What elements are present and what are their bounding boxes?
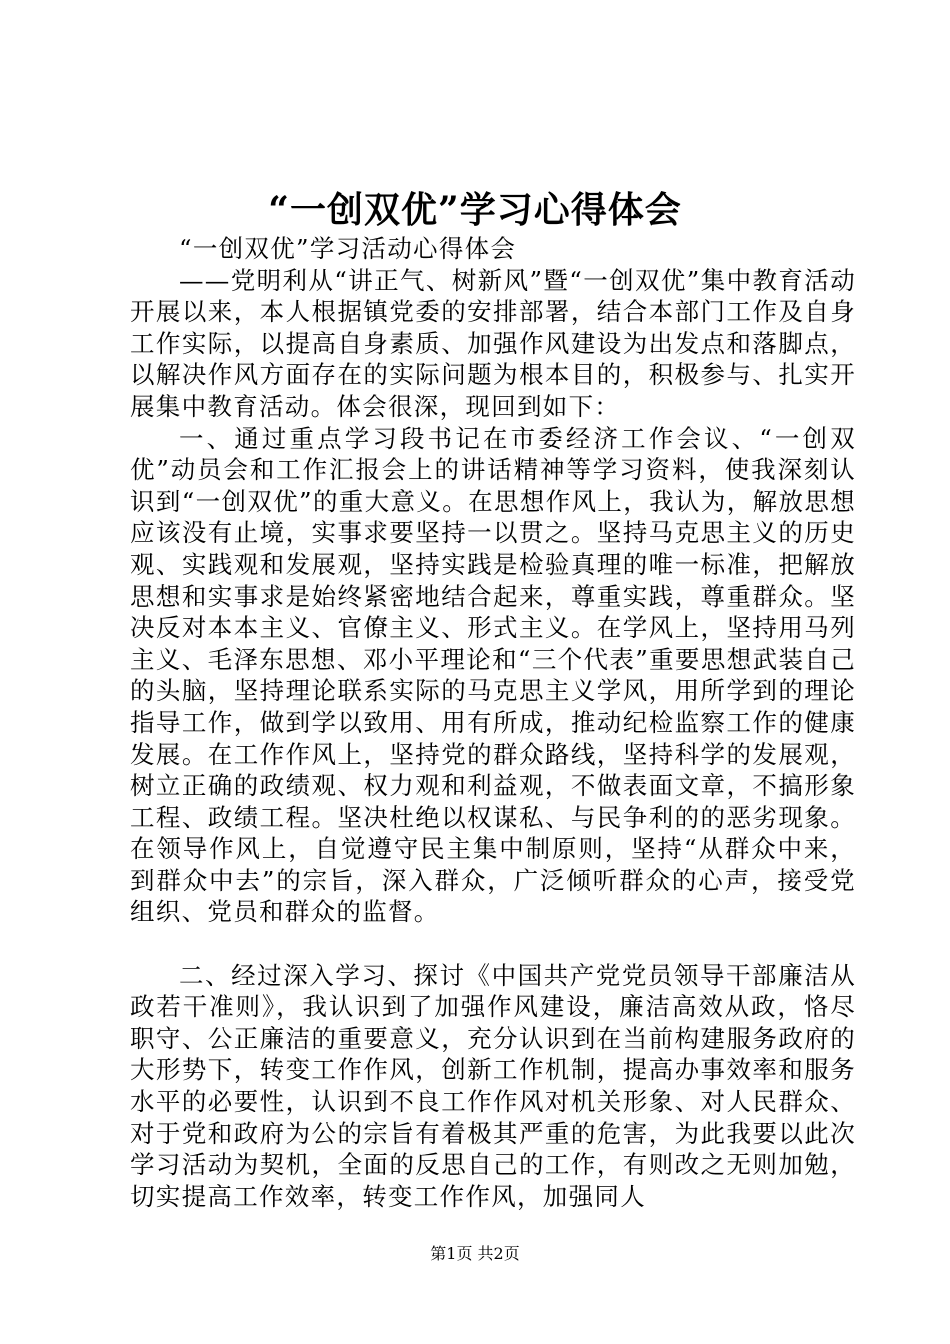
paragraph-two: 二、经过深入学习、探讨《中国共产党党员领导干部廉洁从政若干准则》，我认识到了加强作风建设，廉洁高效从政，恪尽职守、公正廉洁的重要意义，充分认识到在当前构建服务政府的大形势下，转变工作作风，创新工作机制，提高办事效率和服务水平的必要性，认识到不良工作作风对机关形象、对人民群众、对于党和政府为公的宗旨有着极其严重的危害，为此我要以此次学习活动为契机，全面的反思自己的工作，有则改之无则加勉，切实提高工作效率，转变工作作风，加强同人 <box>130 960 856 1211</box>
page-footer: 第1页 共2页 <box>430 1244 520 1263</box>
paragraph-intro: ——党明利从“讲正气、树新风”暨“一创双优”集中教育活动开展以来，本人根据镇党委的安排部署，结合本部门工作及自身工作实际，以提高自身素质、加强作风建设为出发点和落脚点，以解决作风方面存在的实际问题为根本目的，积极参与、扎实开展集中教育活动。体会很深，现回到如下： <box>130 265 856 421</box>
paragraph-one: 一、通过重点学习段书记在市委经济工作会议、“一创双优”动员会和工作汇报会上的讲话精神等学习资料，使我深刻认识到“一创双优”的重大意义。在思想作风上，我认为，解放思想应该没有止境，实事求要坚持一以贯之。坚持马克思主义的历史观、实践观和发展观，坚持实践是检验真理的唯一标准，把解放思想和实事求是始终紧密地结合起来，尊重实践，尊重群众。坚决反对本本主义、官僚主义、形式主义。在学风上，坚持用马列主义、毛泽东思想、邓小平理论和“三个代表”重要思想武装自己的头脑，坚持理论联系实际的马克思主义学风，用所学到的理论指导工作，做到学以致用、用有所成，推动纪检监察工作的健康发展。在工作作风上，坚持党的群众路线，坚持科学的发展观，树立正确的政绩观、权力观和利益观，不做表面文章，不搞形象工程、政绩工程。坚决杜绝以权谋私、与民争利的的恶劣现象。在领导作风上，自觉遵守民主集中制原则，坚持“从群众中来，到群众中去”的宗旨，深入群众，广泛倾听群众的心声，接受党组织、党员和群众的监督。 <box>130 423 857 927</box>
document-subtitle: “一创双优”学习活动心得体会 <box>179 234 517 263</box>
document-title: “一创双优”学习心得体会 <box>268 189 682 231</box>
document-body <box>130 233 856 1212</box>
